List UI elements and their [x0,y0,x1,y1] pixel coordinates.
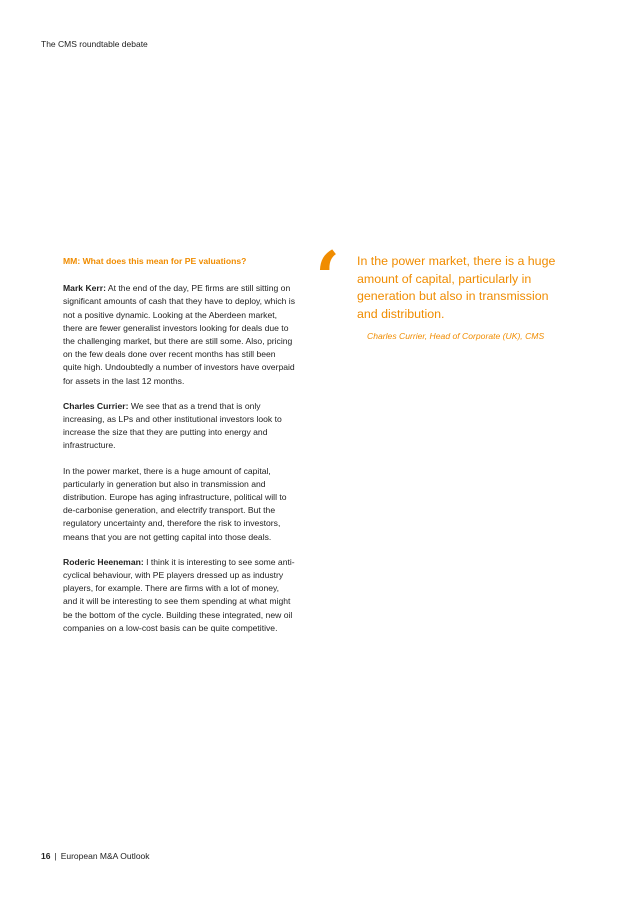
quote-mark-icon: ‘ [315,235,341,320]
article-body [63,255,295,647]
paragraph-text: In the power market, there is a huge amount of capital, particularly in generation but also in transmission and distribution. Europe has aging infrastructure, political will to de-carbonise generation, and electrify transport. But the regulatory uncertainty and, therefore the risk to investors, means that you are not getting capital into those deals. [63,465,287,542]
page-footer [41,851,150,861]
paragraph-text: I think it is interesting to see some anti-cyclical behaviour, with PE players dressed up as industry players, for example. There are firms with a lot of money, and it will be interesting to see them spending at what might be the bottom of the cycle. Building these integrated, new oil companies on a low-cost basis can be quite competitive. [63,556,295,633]
paragraph-mark-kerr [63,282,295,388]
pull-quote-attribution: Charles Currier, Head of Corporate (UK), CMS [367,331,545,341]
speaker-name: Charles Currier: [63,400,129,411]
footer-separator: | [54,851,57,861]
paragraph-text: At the end of the day, PE firms are still sitting on significant amounts of cash that they have to deploy, which is not a positive dynamic. Looking at the Aberdeen market, there are fewer generalist investors looking for deals due to the challenging market, but there are still some. Also, pricing on the few deals done over recent months has still been quite high. Undoubtedly a number of investors have overpaid for assets in the last 12 months. [63,283,296,386]
speaker-name: Mark Kerr: [63,283,106,294]
paragraph-power-market [63,465,295,544]
page-number: 16 [41,851,51,861]
pull-quote-text: In the power market, there is a huge amount of capital, particularly in generation but also in transmission and distribution. [357,254,556,321]
publication-title: European M&A Outlook [60,851,150,861]
question-heading: MM: What does this mean for PE valuations? [63,256,247,266]
running-header: The CMS roundtable debate [41,39,148,49]
speaker-name: Roderic Heeneman: [63,556,144,567]
pull-quote [357,253,572,341]
paragraph-text: We see that as a trend that is only increasing, as LPs and other institutional investors look to increase the size that they are putting into energy and infrastructure. [63,400,282,451]
paragraph-charles-currier [63,400,295,453]
paragraph-roderic-heeneman [63,556,295,635]
